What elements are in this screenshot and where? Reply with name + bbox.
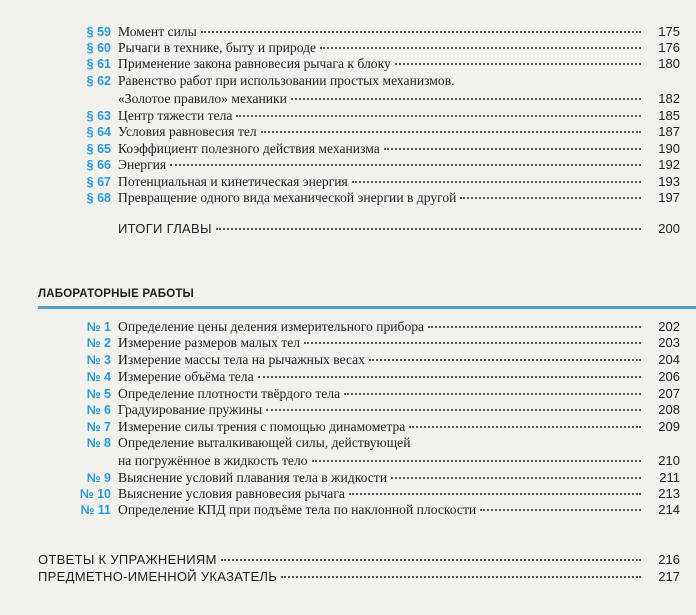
toc-entry-lab6[interactable] [0, 401, 696, 419]
lab-title: Выяснение условия равновесия рычага [118, 486, 345, 501]
leader-dots [344, 393, 641, 395]
section-number: § 68 [86, 191, 111, 205]
toc-entry-s64[interactable] [0, 123, 696, 141]
page-number: 193 [658, 174, 680, 189]
toc-entry-lab8-line1[interactable] [0, 434, 696, 452]
leader-dots [170, 164, 641, 166]
leader-dots [428, 326, 641, 328]
section-title: Коэффициент полезного действия механизма [118, 141, 380, 156]
leader-dots [369, 359, 641, 361]
leader-dots [261, 131, 641, 133]
section-title: Центр тяжести тела [118, 108, 233, 123]
section-title: Энергия [118, 157, 167, 172]
lab-number: № 6 [86, 403, 111, 417]
lab-number: № 2 [86, 336, 111, 350]
leader-dots [281, 576, 641, 578]
leader-dots [384, 148, 641, 150]
leader-dots [352, 181, 641, 183]
toc-entry-s66[interactable] [0, 156, 696, 174]
leader-dots [395, 63, 641, 65]
section-title: Применение закона равновесия рычага к блоку [118, 56, 391, 71]
page-number: 187 [658, 124, 680, 139]
page-number: 192 [658, 157, 680, 172]
leader-dots [201, 31, 641, 33]
toc-entry-lab11[interactable] [0, 501, 696, 519]
lab-number: № 3 [86, 353, 111, 367]
toc-entry-lab8[interactable] [0, 452, 696, 470]
page-number: 217 [658, 569, 680, 584]
lab-number: № 9 [86, 471, 111, 485]
toc-entry-lab3[interactable] [0, 351, 696, 369]
leader-dots [460, 197, 641, 199]
lab-title: Измерение силы трения с помощью динамометра [118, 419, 406, 434]
lab-number: № 7 [86, 420, 111, 434]
page-number: 203 [658, 335, 680, 350]
page-number: 208 [658, 402, 680, 417]
page-number: 210 [658, 453, 680, 468]
page-number: 209 [658, 419, 680, 434]
section-number: § 64 [86, 125, 111, 139]
lab-number: № 1 [86, 320, 111, 334]
section-title: Момент силы [118, 24, 197, 39]
page-number: 202 [658, 319, 680, 334]
toc-entry-s61[interactable] [0, 55, 696, 73]
lab-title: Градуирование пружины [118, 402, 263, 417]
section-title: Условия равновесия тел [118, 124, 257, 139]
page-number: 206 [658, 369, 680, 384]
leader-dots [266, 409, 641, 411]
page-number: 216 [658, 552, 680, 567]
lab-title: Измерение размеров малых тел [118, 335, 301, 350]
leader-dots [480, 509, 641, 511]
toc-entry-answers[interactable] [0, 551, 696, 569]
section-number: § 63 [86, 109, 111, 123]
lab-title-line1: Определение выталкивающей силы, действующей [118, 435, 411, 450]
page-number: 214 [658, 502, 680, 517]
lab-title: Выяснение условий плавания тела в жидкости [118, 470, 388, 485]
toc-entry-lab4[interactable] [0, 368, 696, 386]
section-number: § 62 [86, 74, 111, 88]
toc-entry-chapter-summary[interactable] [0, 220, 696, 238]
page-number: 197 [658, 190, 680, 205]
leader-dots [409, 426, 641, 428]
lab-title: Определение плотности твёрдого тела [118, 386, 341, 401]
lab-works-heading: ЛАБОРАТОРНЫЕ РАБОТЫ [38, 288, 195, 300]
lab-number: № 5 [86, 387, 111, 401]
section-title: Превращение одного вида механической энергии в другой [118, 190, 457, 205]
lab-number: № 10 [79, 487, 111, 501]
page-number: 207 [658, 386, 680, 401]
page-number: 213 [658, 486, 680, 501]
lab-title: Измерение объёма тела [118, 369, 254, 384]
section-title: Рычаги в технике, быту и природе [118, 40, 317, 55]
toc-entry-s62[interactable] [0, 90, 696, 108]
section-title-line1: Равенство работ при использовании простых механизмов. [118, 73, 455, 88]
section-number: § 67 [86, 175, 111, 189]
lab-number: № 8 [86, 436, 111, 450]
page-number: 176 [658, 40, 680, 55]
lab-title: Определение КПД при подъёме тела по наклонной плоскости [118, 502, 477, 517]
leader-dots [391, 477, 641, 479]
leader-dots [349, 493, 641, 495]
back-matter-title: ОТВЕТЫ К УПРАЖНЕНИЯМ [38, 552, 217, 567]
leader-dots [304, 342, 641, 344]
leader-dots [236, 115, 641, 117]
page-number: 182 [658, 91, 680, 106]
section-title: «Золотое правило» механики [118, 91, 287, 106]
leader-dots [221, 559, 641, 561]
toc-entry-index[interactable] [0, 568, 696, 586]
section-number: § 65 [86, 142, 111, 156]
page-number: 204 [658, 352, 680, 367]
page-number: 185 [658, 108, 680, 123]
leader-dots [312, 460, 641, 462]
section-number: § 61 [86, 57, 111, 71]
section-title: Потенциальная и кинетическая энергия [118, 174, 348, 189]
page-number: 190 [658, 141, 680, 156]
toc-entry-lab2[interactable] [0, 334, 696, 352]
lab-number: № 4 [86, 370, 111, 384]
toc-entry-s62-line1[interactable] [0, 72, 696, 90]
section-number: § 60 [86, 41, 111, 55]
leader-dots [258, 376, 641, 378]
leader-dots [291, 98, 641, 100]
leader-dots [320, 47, 641, 49]
back-matter-title: ПРЕДМЕТНО-ИМЕННОЙ УКАЗАТЕЛЬ [38, 569, 278, 584]
leader-dots [216, 228, 641, 230]
page-number: 200 [658, 221, 680, 236]
lab-number: № 11 [80, 503, 111, 517]
lab-title: на погружённое в жидкость тело [118, 453, 308, 468]
toc-entry-s68[interactable] [0, 189, 696, 207]
summary-title: ИТОГИ ГЛАВЫ [118, 221, 212, 236]
lab-title: Измерение массы тела на рычажных весах [118, 352, 366, 367]
page-number: 211 [659, 470, 680, 485]
lab-title: Определение цены деления измерительного прибора [118, 319, 425, 334]
heading-rule [38, 306, 696, 309]
section-number: § 59 [86, 25, 111, 39]
section-number: § 66 [86, 158, 111, 172]
page-number: 180 [658, 56, 680, 71]
page-number: 175 [658, 24, 680, 39]
